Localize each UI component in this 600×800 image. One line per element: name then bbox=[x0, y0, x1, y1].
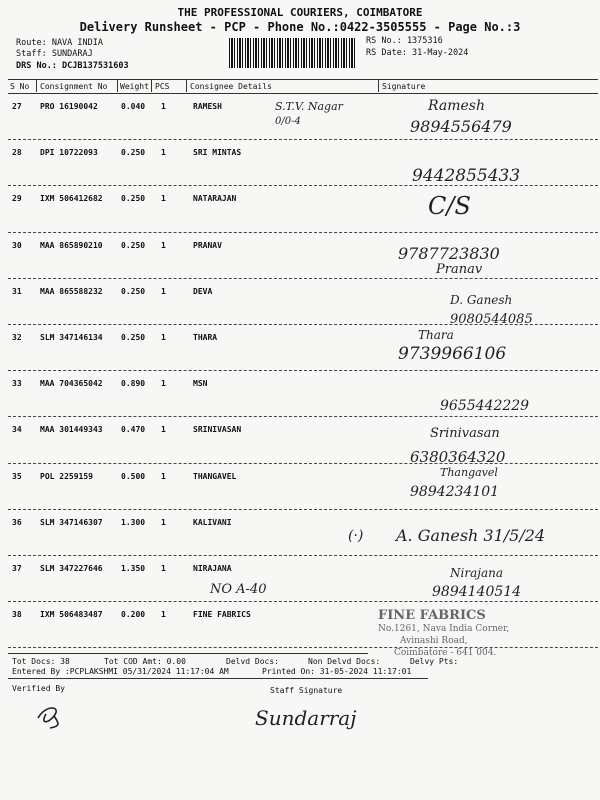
handwritten-signature: Thara bbox=[418, 328, 454, 342]
cell-pcs: 1 bbox=[161, 240, 166, 250]
cell-consignment-no: IXM 506412682 bbox=[40, 194, 103, 204]
cell-pcs: 1 bbox=[161, 286, 166, 296]
col-header-consignee: Consignee Details bbox=[190, 82, 272, 91]
cell-consignee: SRI MINTAS bbox=[193, 148, 242, 158]
cell-sno: 34 bbox=[12, 425, 22, 435]
verified-by-label: Verified By bbox=[12, 684, 65, 693]
row-separator bbox=[8, 139, 598, 140]
cell-sno: 38 bbox=[12, 610, 22, 620]
col-divider bbox=[117, 80, 118, 92]
handwritten-signature: D. Ganesh bbox=[450, 293, 513, 307]
row-separator bbox=[8, 647, 598, 648]
row-separator bbox=[8, 278, 598, 279]
staff-signature-label: Staff Signature bbox=[270, 686, 343, 695]
handwritten-signature: Thangavel bbox=[440, 466, 498, 479]
cell-sno: 36 bbox=[12, 517, 22, 527]
cell-weight: 1.300 bbox=[121, 517, 146, 527]
verified-signature-scribble bbox=[32, 698, 72, 732]
cell-consignment-no: MAA 865890210 bbox=[40, 240, 103, 250]
cell-sno: 37 bbox=[12, 564, 22, 573]
row-separator bbox=[8, 370, 598, 371]
header-top-rule bbox=[8, 79, 598, 80]
col-header-pcs: PCS bbox=[155, 82, 170, 91]
handwritten-signature: Srinivasan bbox=[430, 426, 500, 441]
handwritten-signature: C/S bbox=[428, 192, 471, 220]
cell-consignee: SRINIVASAN bbox=[193, 425, 242, 435]
cell-pcs: 1 bbox=[161, 471, 166, 481]
cell-consignee: DEVA bbox=[193, 286, 213, 296]
cell-pcs: 1 bbox=[161, 333, 166, 342]
cell-consignment-no: SLM 347146307 bbox=[40, 517, 103, 527]
cell-consignee: FINE FABRICS bbox=[193, 610, 251, 620]
col-header-sno: S No bbox=[10, 82, 30, 91]
cell-consignee: PRANAV bbox=[193, 240, 222, 250]
col-divider bbox=[378, 80, 379, 92]
cell-weight: 0.500 bbox=[121, 471, 146, 481]
col-divider bbox=[186, 80, 187, 92]
row-separator bbox=[8, 463, 598, 464]
cell-consignment-no: DPI 10722093 bbox=[40, 148, 98, 158]
cell-pcs: 1 bbox=[161, 194, 166, 204]
cell-consignment-no: POL 2259159 bbox=[40, 471, 93, 481]
total-cod: Tot COD Amt: 0.00 bbox=[104, 657, 186, 666]
header-bottom-rule bbox=[8, 93, 598, 94]
handwritten-phone: 9080544085 bbox=[450, 312, 533, 327]
cell-consignee: RAMESH bbox=[193, 102, 222, 111]
cell-sno: 27 bbox=[12, 102, 22, 111]
cell-weight: 1.350 bbox=[121, 564, 146, 573]
cell-consignment-no: IXM 506483487 bbox=[40, 610, 103, 620]
cell-consignee: MSN bbox=[193, 379, 208, 389]
cell-weight: 0.890 bbox=[121, 379, 146, 389]
handwritten-signature: Pranav bbox=[436, 262, 483, 277]
cell-sno: 32 bbox=[12, 333, 22, 342]
cell-weight: 0.250 bbox=[121, 148, 146, 158]
staff-label: Staff: SUNDARAJ bbox=[16, 49, 93, 59]
cell-sno: 31 bbox=[12, 286, 22, 296]
delivered-docs: Delvd Docs: bbox=[226, 657, 279, 666]
row-separator bbox=[8, 232, 598, 233]
cell-weight: 0.250 bbox=[121, 333, 146, 342]
handwritten-phone: 9894140514 bbox=[432, 584, 522, 600]
cell-pcs: 1 bbox=[161, 610, 166, 620]
handwritten-phone: 9739966106 bbox=[398, 344, 507, 364]
col-divider bbox=[36, 80, 37, 92]
col-header-signature: Signature bbox=[382, 82, 426, 91]
handwritten-phone: 9655442229 bbox=[440, 398, 530, 414]
entered-by: Entered By :PCPLAKSHMI 05/31/2024 11:17:04 AM bbox=[12, 667, 229, 676]
cell-weight: 0.200 bbox=[121, 610, 146, 620]
cell-consignee: THARA bbox=[193, 333, 218, 342]
cell-weight: 0.250 bbox=[121, 286, 146, 296]
runsheet-subtitle: Delivery Runsheet - PCP - Phone No.:0422-3505555 - Page No.:3 bbox=[79, 20, 521, 34]
cell-pcs: 1 bbox=[161, 564, 166, 573]
row-separator bbox=[8, 509, 598, 510]
cell-consignee: KALIVANI bbox=[193, 517, 232, 527]
cell-weight: 0.250 bbox=[121, 240, 146, 250]
handwritten-phone: 9894556479 bbox=[410, 117, 512, 136]
company-stamp-address: No.1261, Nava India Corner, bbox=[378, 624, 510, 634]
printed-on: Printed On: 31-05-2024 11:17:01 bbox=[262, 667, 412, 676]
col-header-weight: Weight bbox=[120, 82, 149, 91]
cell-consignee: THANGAVEL bbox=[193, 471, 237, 481]
handwritten-phone: 9442855433 bbox=[412, 166, 521, 186]
delivery-points: Delvy Pts: bbox=[410, 657, 459, 666]
rs-date: RS Date: 31-May-2024 bbox=[366, 48, 469, 58]
handwritten-note: 0/0-4 bbox=[275, 116, 301, 127]
cell-pcs: 1 bbox=[161, 148, 166, 158]
barcode bbox=[229, 38, 357, 68]
cell-consignment-no: SLM 347146134 bbox=[40, 333, 103, 342]
cell-consignment-no: MAA 865588232 bbox=[40, 286, 103, 296]
cell-sno: 33 bbox=[12, 379, 22, 389]
cell-sno: 29 bbox=[12, 194, 22, 204]
col-divider bbox=[151, 80, 152, 92]
company-stamp-address: Avinashi Road, bbox=[400, 636, 468, 646]
cell-weight: 0.470 bbox=[121, 425, 146, 435]
row-separator bbox=[8, 555, 598, 556]
handwritten-note: NO A-40 bbox=[210, 582, 267, 597]
footer-rule bbox=[8, 678, 428, 679]
handwritten-phone: 6380364320 bbox=[410, 448, 506, 466]
rs-number: RS No.: 1375316 bbox=[366, 36, 443, 46]
cell-consignment-no: MAA 704365042 bbox=[40, 379, 103, 389]
route-label: Route: NAVA INDIA bbox=[16, 38, 103, 48]
cell-consignment-no: PRO 16190042 bbox=[40, 102, 98, 111]
handwritten-signature: A. Ganesh 31/5/24 bbox=[396, 526, 546, 545]
handwritten-signature: Ramesh bbox=[428, 98, 485, 114]
row-separator bbox=[8, 601, 598, 602]
total-docs: Tot Docs: 38 bbox=[12, 657, 70, 666]
col-header-consignment: Consignment No bbox=[40, 82, 108, 91]
handwritten-note: S.T.V. Nagar bbox=[275, 100, 343, 113]
handwritten-phone: 9787723830 bbox=[398, 244, 500, 263]
cell-weight: 0.040 bbox=[121, 102, 146, 111]
handwritten-phone: 9894234101 bbox=[410, 484, 500, 500]
cell-consignee: NIRAJANA bbox=[193, 564, 232, 573]
cell-consignee: NATARAJAN bbox=[193, 194, 237, 204]
cell-consignment-no: SLM 347227646 bbox=[40, 564, 103, 573]
cell-sno: 30 bbox=[12, 240, 22, 250]
staff-signature: Sundarraj bbox=[255, 706, 357, 730]
handwritten-mark: (·) bbox=[348, 528, 364, 544]
footer-rule bbox=[8, 653, 368, 654]
cell-sno: 28 bbox=[12, 148, 22, 158]
cell-weight: 0.250 bbox=[121, 194, 146, 204]
cell-pcs: 1 bbox=[161, 517, 166, 527]
company-stamp-address: Coimbatore - 641 004. bbox=[394, 648, 497, 658]
cell-sno: 35 bbox=[12, 471, 22, 481]
drs-number: DRS No.: DCJB137531603 bbox=[16, 61, 129, 71]
cell-pcs: 1 bbox=[161, 425, 166, 435]
non-delivered-docs: Non Delvd Docs: bbox=[308, 657, 381, 666]
company-title: THE PROFESSIONAL COURIERS, COIMBATORE bbox=[177, 6, 423, 19]
handwritten-signature: Nirajana bbox=[450, 566, 503, 580]
company-stamp-name: FINE FABRICS bbox=[378, 608, 486, 623]
cell-consignment-no: MAA 301449343 bbox=[40, 425, 103, 435]
cell-pcs: 1 bbox=[161, 102, 166, 111]
cell-pcs: 1 bbox=[161, 379, 166, 389]
row-separator bbox=[8, 416, 598, 417]
